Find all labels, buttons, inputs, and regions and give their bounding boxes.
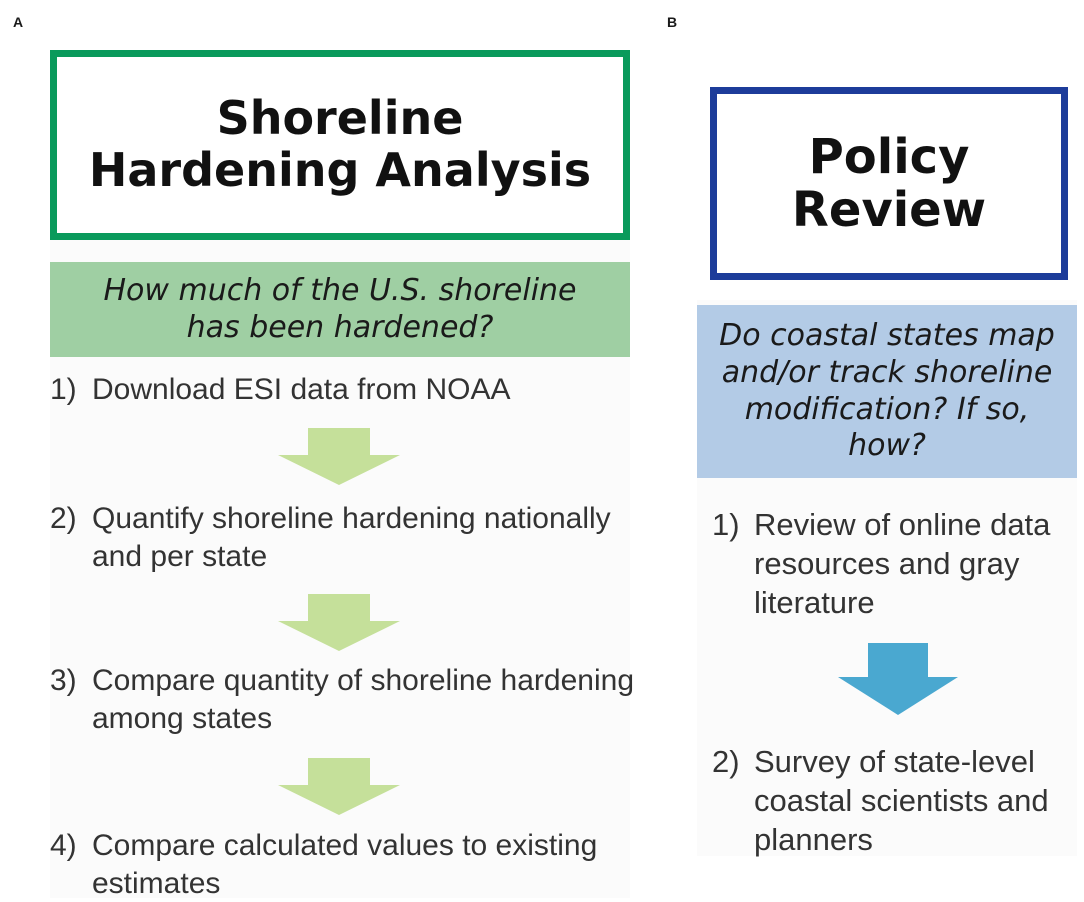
panel-b-step-1 — [712, 505, 1074, 622]
step-number: 1) — [712, 507, 740, 542]
panel-b-title: Policy Review — [791, 128, 987, 238]
panel-b-letter: B — [667, 14, 678, 30]
panel-a-step-2 — [50, 500, 635, 575]
panel-a-question-box — [50, 262, 630, 357]
step-text: Survey of state-level coastal scientists and planners — [754, 744, 1049, 858]
panel-a-step-4 — [50, 827, 640, 902]
panel-b-step-2 — [712, 742, 1082, 859]
panel-a-letter: A — [13, 14, 24, 30]
panel-a-step-1 — [50, 371, 635, 409]
panel-a-title-box — [50, 50, 630, 240]
panel-a-arrow-1 — [278, 428, 402, 486]
panel-b-question: Do coastal states map and/or track shoreline modification? If so, how? — [719, 318, 1055, 464]
step-number: 1) — [50, 373, 77, 406]
step-text: Review of online data resources and gray literature — [754, 507, 1051, 621]
step-number: 3) — [50, 664, 77, 697]
panel-a-arrow-2 — [278, 594, 402, 652]
panel-a-arrow-3 — [278, 758, 402, 816]
panel-a-question: How much of the U.S. shoreline has been hardened? — [103, 272, 577, 345]
step-text: Quantify shoreline hardening nationally and per state — [92, 502, 611, 573]
panel-b-question-box — [697, 305, 1077, 478]
panel-b-arrow — [836, 643, 960, 716]
step-number: 4) — [50, 829, 77, 862]
step-number: 2) — [50, 502, 77, 535]
panel-a-title: Shoreline Hardening Analysis — [88, 91, 592, 197]
step-text: Compare calculated values to existing estimates — [92, 829, 598, 900]
step-text: Compare quantity of shoreline hardening among states — [92, 664, 635, 735]
step-text: Download ESI data from NOAA — [92, 373, 511, 406]
panel-a-step-3 — [50, 662, 635, 737]
step-number: 2) — [712, 744, 740, 779]
panel-b-title-box — [710, 87, 1068, 280]
